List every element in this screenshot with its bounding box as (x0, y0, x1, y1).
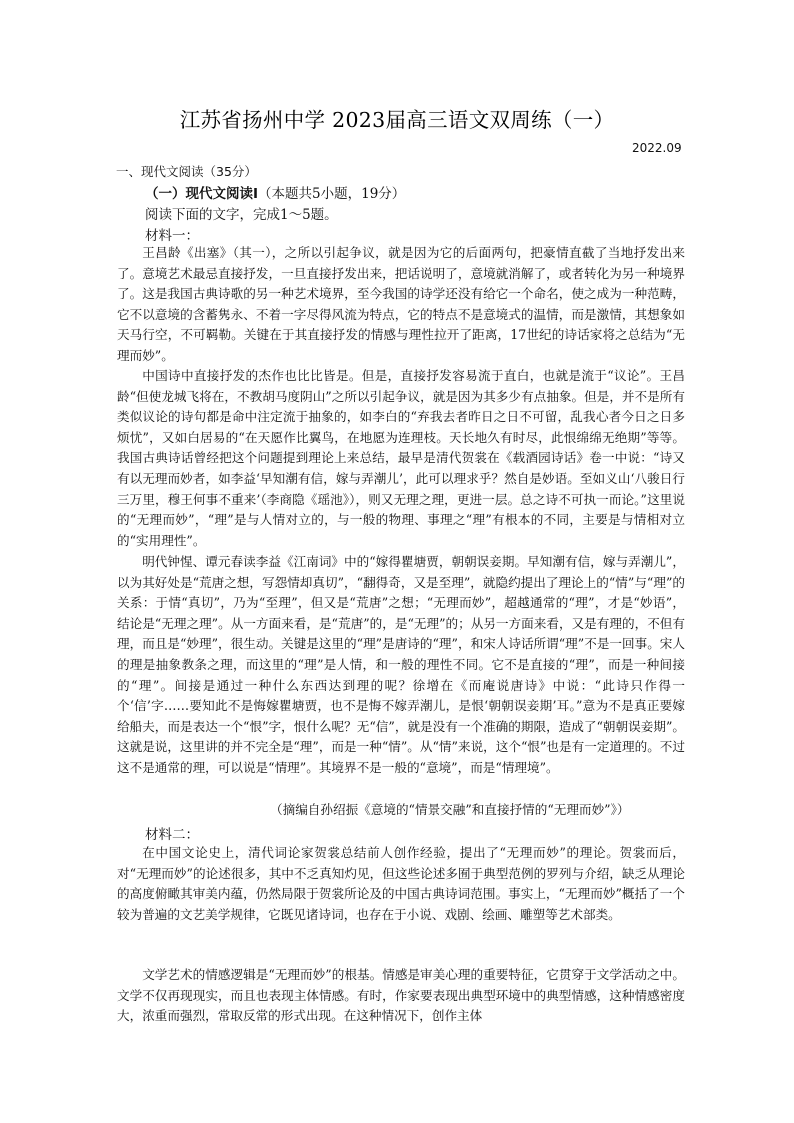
instruction-text: 阅读下面的文字，完成1～5题。 (145, 207, 338, 223)
subsection-heading (145, 182, 405, 202)
page-title: 江苏省扬州中学 2023届高三语文双周练（一） (179, 108, 615, 132)
material-one-label: 材料一： (145, 228, 199, 244)
exam-date: 2022.09 (632, 141, 682, 155)
material-one-paragraph: 王昌龄《出塞》（其一），之所以引起争议，就是因为它的后面两句，把豪情直截了当地抒发出来了。意境艺术最忌直接抒发，一旦直接抒发出来，把话说明了，意境就消解了，或者转化为另一种境界了。这是我国古典诗歌的另一种艺术境界，至今我国的诗学还没有给它一个命名，使之成为一种范畴，它不以意境的含蓄隽永、不着一字尽得风流为特点，它的特点不是意境式的温情，而是激情，其想象如天马行空，不可羁勒。关键在于其直接抒发的情感与理性拉开了距离，17世纪的诗话家将之总结为“无理而妙”。 (117, 245, 685, 363)
subsection-detail: （本题共5小题，19分） (258, 186, 406, 202)
section-heading: 一、现代文阅读（35分） (116, 164, 257, 179)
material-two-label: 材料二： (145, 827, 199, 843)
material-two-paragraph: 文学艺术的情感逻辑是“无理而妙”的根基。情感是审美心理的重要特征，它贯穿于文学活动之中。文学不仅再现现实，而且也表现主体情感。有时，作家要表现出典型环境中的典型情感，这种情感密度大，浓重而强烈，常取反常的形式出现。在这种情况下，创作主体 (117, 967, 685, 1024)
material-one-paragraph: 明代钟惺、谭元春读李益《江南词》中的“嫁得瞿塘贾，朝朝误妾期。早知潮有信，嫁与弄潮儿”，以为其好处是“荒唐之想，写怨情却真切”，“翻得奇，又是至理”，就隐约提出了理论上的“情”与“理”的关系：于情“真切”，乃为“至理”，但又是“荒唐”之想；“无理而妙”，超越通常的“理”，才是“妙语”，结论是“无理之理”。从一方面来看，是“荒唐”的，是“无理”的；从另一方面来看，又是有理的，不但有理，而且是“妙理”，很生动。关键是这里的“理”是唐诗的“理”，和宋人诗话所谓“理”不是一回事。宋人的理是抽象教条之理，而这里的“理”是人情，和一般的理性不同。它不是直接的“理”，而是一种间接的“理”。间接是通过一种什么东西达到理的呢？徐增在《而庵说唐诗》中说：“此诗只作得一个‘信’字……要知此不是悔嫁瞿塘贾，也不是悔不嫁弄潮儿，是恨‘朝朝误妾期’耳。”意为不是真正要嫁给船夫，而是表达一个“恨”字，恨什么呢？无“信”，就是没有一个准确的期限，造成了“朝朝误妾期”。这就是说，这里讲的并不完全是“理”，而是一种“情”。从“情”来说，这个“恨”也是有一定道理的。不过这不是通常的理，可以说是“情理”。其境界不是一般的“意境”，而是“情理境”。 (117, 554, 685, 775)
source-citation: （摘编自孙绍振《意境的“情景交融”和直接抒情的“无理而妙”》） (270, 802, 630, 817)
material-one-paragraph: 中国诗中直接抒发的杰作也比比皆是。但是，直接抒发容易流于直白，也就是流于“议论”。王昌龄“但使龙城飞将在，不教胡马度阴山”之所以引起争议，就是因为其多少有点抽象。但是，并不是所有类似议论的诗句都是命中注定流于抽象的，如李白的“弃我去者昨日之日不可留，乱我心者今日之日多烦忧”，又如白居易的“在天愿作比翼鸟，在地愿为连理枝。天长地久有时尽，此恨绵绵无绝期”等等。我国古典诗话曾经把这个问题提到理论上来总结，最早是清代贺裳在《载酒园诗话》卷一中说：“诗又有以无理而妙者，如李益‘早知潮有信，嫁与弄潮儿’，此可以理求乎？然自是妙语。至如义山‘八骏日行三万里，穆王何事不重来’（李商隐《瑶池》），则又无理之理，更进一层。总之诗不可执一而论。”这里说的“无理而妙”，“理”是与人情对立的，与一般的物理、事理之“理”有根本的不同，主要是与情相对立的“实用理性”。 (117, 368, 685, 548)
material-two-paragraph: 在中国文论史上，清代词论家贺裳总结前人创作经验，提出了“无理而妙”的理论。贺裳而后，对“无理而妙”的论述很多，其中不乏真知灼见，但这些论述多囿于典型范例的罗列与介绍，缺乏从理论的高度俯瞰其审美内蕴，仍然局限于贺裳所论及的中国古典诗词范围。事实上，“无理而妙”概括了一个较为普遍的文艺美学规律，它既见诸诗词，也存在于小说、戏剧、绘画、雕塑等艺术部类。 (117, 845, 685, 922)
subsection-label: （一）现代文阅读Ⅰ (145, 186, 259, 202)
